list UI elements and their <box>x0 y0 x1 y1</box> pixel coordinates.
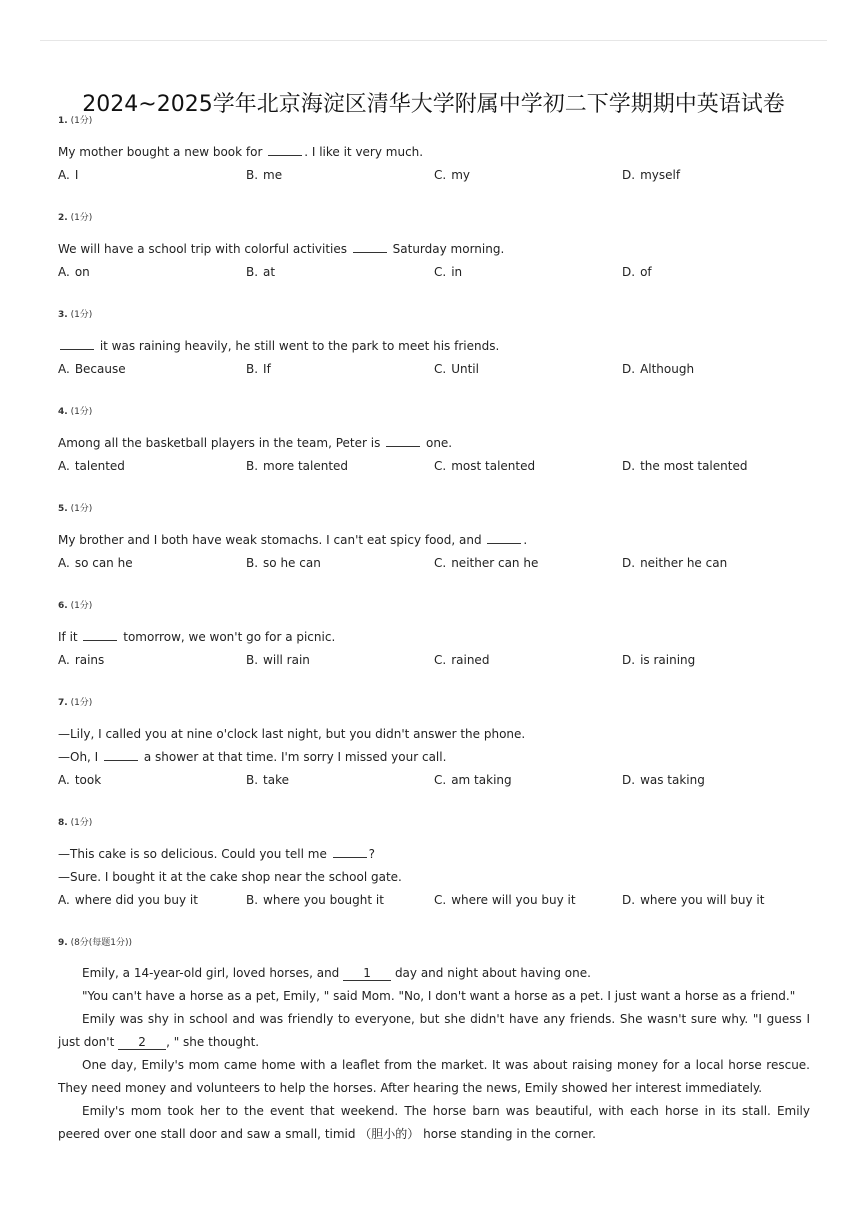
question-stem <box>58 241 810 257</box>
option-a[interactable] <box>58 361 246 377</box>
option-text: I <box>74 168 79 182</box>
answer-blank <box>268 144 302 156</box>
passage-blank-2: 2 <box>118 1035 166 1050</box>
option-letter: C. <box>434 893 447 907</box>
question-number: 3. <box>58 310 68 320</box>
stem-text: it was raining heavily, he still went to the park to meet his friends. <box>96 339 500 353</box>
option-letter: A. <box>58 265 70 279</box>
option-letter: C. <box>434 168 447 182</box>
answer-blank <box>60 338 94 350</box>
stem-text: —This cake is so delicious. Could you tell me <box>58 847 331 861</box>
passage-text: Emily's mom took her to the event that weekend. The horse barn was beautiful, with each horse in its stall. Emily peered over one stall door and saw a small, timid （胆小的） horse standing in the corner. <box>58 1104 810 1141</box>
answer-blank <box>104 749 138 761</box>
question-score: (1分) <box>70 310 93 320</box>
reading-passage <box>58 962 810 1146</box>
option-c[interactable] <box>434 652 622 668</box>
question-3 <box>58 309 810 377</box>
question-score: (1分) <box>70 407 93 417</box>
stem-text: ? <box>368 847 376 861</box>
question-score: (1分) <box>70 213 93 223</box>
question-score: (1分) <box>70 818 93 828</box>
option-letter: D. <box>622 773 636 787</box>
question-number: 9. <box>58 938 68 948</box>
question-header <box>58 503 810 515</box>
passage-text: "You can't have a horse as a pet, Emily, " said Mom. "No, I don't want a horse as a pet. I just want a horse as a friend." <box>82 989 796 1003</box>
option-text: in <box>451 265 463 279</box>
option-text: is raining <box>640 653 696 667</box>
question-stem <box>58 749 810 765</box>
option-letter: A. <box>58 459 70 473</box>
question-score: (1分) <box>70 698 93 708</box>
passage-blank-1: 1 <box>343 966 391 981</box>
passage-text: day and night about having one. <box>391 966 591 980</box>
option-text: If <box>263 362 271 376</box>
option-letter: A. <box>58 362 70 376</box>
question-stem <box>58 629 810 645</box>
option-text: of <box>640 265 652 279</box>
option-text: where did you buy it <box>74 893 198 907</box>
option-letter: A. <box>58 773 70 787</box>
option-text: Although <box>640 362 695 376</box>
question-6 <box>58 600 810 668</box>
question-5 <box>58 503 810 571</box>
question-header <box>58 309 810 321</box>
option-letter: B. <box>246 265 259 279</box>
question-header <box>58 817 810 829</box>
option-b[interactable] <box>246 892 434 908</box>
answer-options <box>58 652 810 668</box>
option-c[interactable] <box>434 892 622 908</box>
option-a[interactable] <box>58 652 246 668</box>
option-text: me <box>263 168 283 182</box>
answer-options <box>58 892 810 908</box>
passage-paragraph <box>58 1054 810 1100</box>
option-letter: A. <box>58 653 70 667</box>
passage-text: Emily, a 14-year-old girl, loved horses, and <box>82 966 344 980</box>
option-letter: B. <box>246 168 259 182</box>
option-letter: A. <box>58 168 70 182</box>
option-letter: A. <box>58 893 70 907</box>
answer-options <box>58 555 810 571</box>
option-letter: C. <box>434 773 447 787</box>
option-d[interactable] <box>622 458 810 474</box>
question-stem <box>58 846 810 862</box>
option-text: talented <box>74 459 125 473</box>
top-divider <box>40 40 827 41</box>
option-c[interactable] <box>434 264 622 280</box>
question-header <box>58 406 810 418</box>
option-letter: C. <box>434 653 447 667</box>
option-c[interactable] <box>434 458 622 474</box>
option-letter: B. <box>246 893 259 907</box>
option-text: where you will buy it <box>640 893 765 907</box>
stem-text: Saturday morning. <box>388 242 505 256</box>
option-letter: D. <box>622 459 636 473</box>
question-stem <box>58 338 810 354</box>
answer-blank <box>353 241 387 253</box>
passage-paragraph <box>58 1100 810 1146</box>
option-letter: C. <box>434 556 447 570</box>
question-header <box>58 212 810 224</box>
answer-options <box>58 458 810 474</box>
option-letter: C. <box>434 459 447 473</box>
question-header <box>58 115 810 127</box>
option-text: neither he can <box>640 556 728 570</box>
stem-text: —Sure. I bought it at the cake shop near the school gate. <box>58 870 402 884</box>
stem-text: . I like it very much. <box>304 145 424 159</box>
question-number: 8. <box>58 818 68 828</box>
answer-options <box>58 167 810 183</box>
question-score: (1分) <box>70 504 93 514</box>
option-text: where will you buy it <box>451 893 576 907</box>
stem-text: We will have a school trip with colorful activities <box>58 242 351 256</box>
option-b[interactable] <box>246 555 434 571</box>
option-c[interactable] <box>434 167 622 183</box>
stem-text: tomorrow, we won't go for a picnic. <box>119 630 336 644</box>
option-c[interactable] <box>434 361 622 377</box>
option-letter: B. <box>246 556 259 570</box>
passage-text: Emily was shy in school and was friendly to everyone, but she didn't have any friends. She wasn't sure why. "I guess I just don't <box>58 1012 810 1049</box>
option-text: my <box>451 168 470 182</box>
question-8 <box>58 817 810 908</box>
option-letter: A. <box>58 556 70 570</box>
stem-text: —Oh, I <box>58 750 103 764</box>
option-a[interactable] <box>58 167 246 183</box>
option-text: Until <box>451 362 479 376</box>
option-letter: C. <box>434 362 447 376</box>
answer-blank <box>386 435 420 447</box>
question-header <box>58 697 810 709</box>
option-text: was taking <box>640 773 705 787</box>
question-number: 2. <box>58 213 68 223</box>
question-4 <box>58 406 810 474</box>
option-text: so can he <box>74 556 133 570</box>
option-text: at <box>263 265 276 279</box>
option-d[interactable] <box>622 652 810 668</box>
passage-paragraph <box>58 985 810 1008</box>
question-number: 4. <box>58 407 68 417</box>
option-text: Because <box>74 362 126 376</box>
question-1 <box>58 115 810 183</box>
option-letter: D. <box>622 653 636 667</box>
question-stem <box>58 726 810 742</box>
option-letter: C. <box>434 265 447 279</box>
option-d[interactable] <box>622 772 810 788</box>
option-d[interactable] <box>622 167 810 183</box>
option-a[interactable] <box>58 264 246 280</box>
option-text: where you bought it <box>263 893 384 907</box>
option-d[interactable] <box>622 361 810 377</box>
option-b[interactable] <box>246 167 434 183</box>
question-score: (8分(每题1分)) <box>70 938 133 948</box>
option-letter: B. <box>246 653 259 667</box>
option-text: rained <box>451 653 490 667</box>
question-number: 7. <box>58 698 68 708</box>
option-text: the most talented <box>640 459 748 473</box>
question-7 <box>58 697 810 788</box>
option-text: am taking <box>451 773 512 787</box>
question-number: 1. <box>58 116 68 126</box>
option-letter: B. <box>246 773 259 787</box>
question-stem <box>58 869 810 885</box>
option-d[interactable] <box>622 892 810 908</box>
option-text: so he can <box>263 556 321 570</box>
option-text: will rain <box>263 653 310 667</box>
question-number: 5. <box>58 504 68 514</box>
option-d[interactable] <box>622 264 810 280</box>
stem-text: My mother bought a new book for <box>58 145 267 159</box>
option-letter: D. <box>622 168 636 182</box>
option-b[interactable] <box>246 458 434 474</box>
option-b[interactable] <box>246 652 434 668</box>
option-a[interactable] <box>58 555 246 571</box>
option-letter: D. <box>622 362 636 376</box>
passage-text: One day, Emily's mom came home with a leaflet from the market. It was about raising money for a local horse rescue. They need money and volunteers to help the horses. After hearing the news, Emily showed her interest immediately. <box>58 1058 810 1095</box>
option-text: rains <box>74 653 105 667</box>
option-d[interactable] <box>622 555 810 571</box>
stem-text: one. <box>422 436 453 450</box>
question-number: 6. <box>58 601 68 611</box>
option-text: take <box>263 773 290 787</box>
option-b[interactable] <box>246 772 434 788</box>
question-header <box>58 937 810 949</box>
option-b[interactable] <box>246 361 434 377</box>
option-letter: B. <box>246 362 259 376</box>
question-header <box>58 600 810 612</box>
option-letter: B. <box>246 459 259 473</box>
option-a[interactable] <box>58 458 246 474</box>
option-text: most talented <box>451 459 536 473</box>
option-text: on <box>74 265 90 279</box>
stem-text: . <box>523 533 528 547</box>
answer-blank <box>333 846 367 858</box>
option-c[interactable] <box>434 555 622 571</box>
option-c[interactable] <box>434 772 622 788</box>
option-a[interactable] <box>58 892 246 908</box>
option-b[interactable] <box>246 264 434 280</box>
question-score: (1分) <box>70 601 93 611</box>
answer-options <box>58 361 810 377</box>
question-stem <box>58 532 810 548</box>
passage-paragraph <box>58 962 810 985</box>
question-2 <box>58 212 810 280</box>
option-text: took <box>74 773 102 787</box>
option-text: myself <box>640 168 681 182</box>
stem-text: —Lily, I called you at nine o'clock last night, but you didn't answer the phone. <box>58 727 526 741</box>
option-a[interactable] <box>58 772 246 788</box>
stem-text: If it <box>58 630 82 644</box>
option-letter: D. <box>622 265 636 279</box>
question-9 <box>58 937 810 1146</box>
stem-text: a shower at that time. I'm sorry I missed your call. <box>140 750 447 764</box>
passage-paragraph <box>58 1008 810 1054</box>
passage-text: , " she thought. <box>166 1035 260 1049</box>
option-letter: D. <box>622 556 636 570</box>
option-text: neither can he <box>451 556 539 570</box>
answer-blank <box>83 629 117 641</box>
option-text: more talented <box>263 459 349 473</box>
question-score: (1分) <box>70 116 93 126</box>
question-stem <box>58 435 810 451</box>
answer-options <box>58 772 810 788</box>
answer-blank <box>487 532 521 544</box>
question-stem <box>58 144 810 160</box>
question-list <box>58 115 810 1175</box>
answer-options <box>58 264 810 280</box>
stem-text: Among all the basketball players in the team, Peter is <box>58 436 385 450</box>
stem-text: My brother and I both have weak stomachs. I can't eat spicy food, and <box>58 533 486 547</box>
option-letter: D. <box>622 893 636 907</box>
exam-title: 2024~2025学年北京海淀区清华大学附属中学初二下学期期中英语试卷 <box>82 91 785 117</box>
